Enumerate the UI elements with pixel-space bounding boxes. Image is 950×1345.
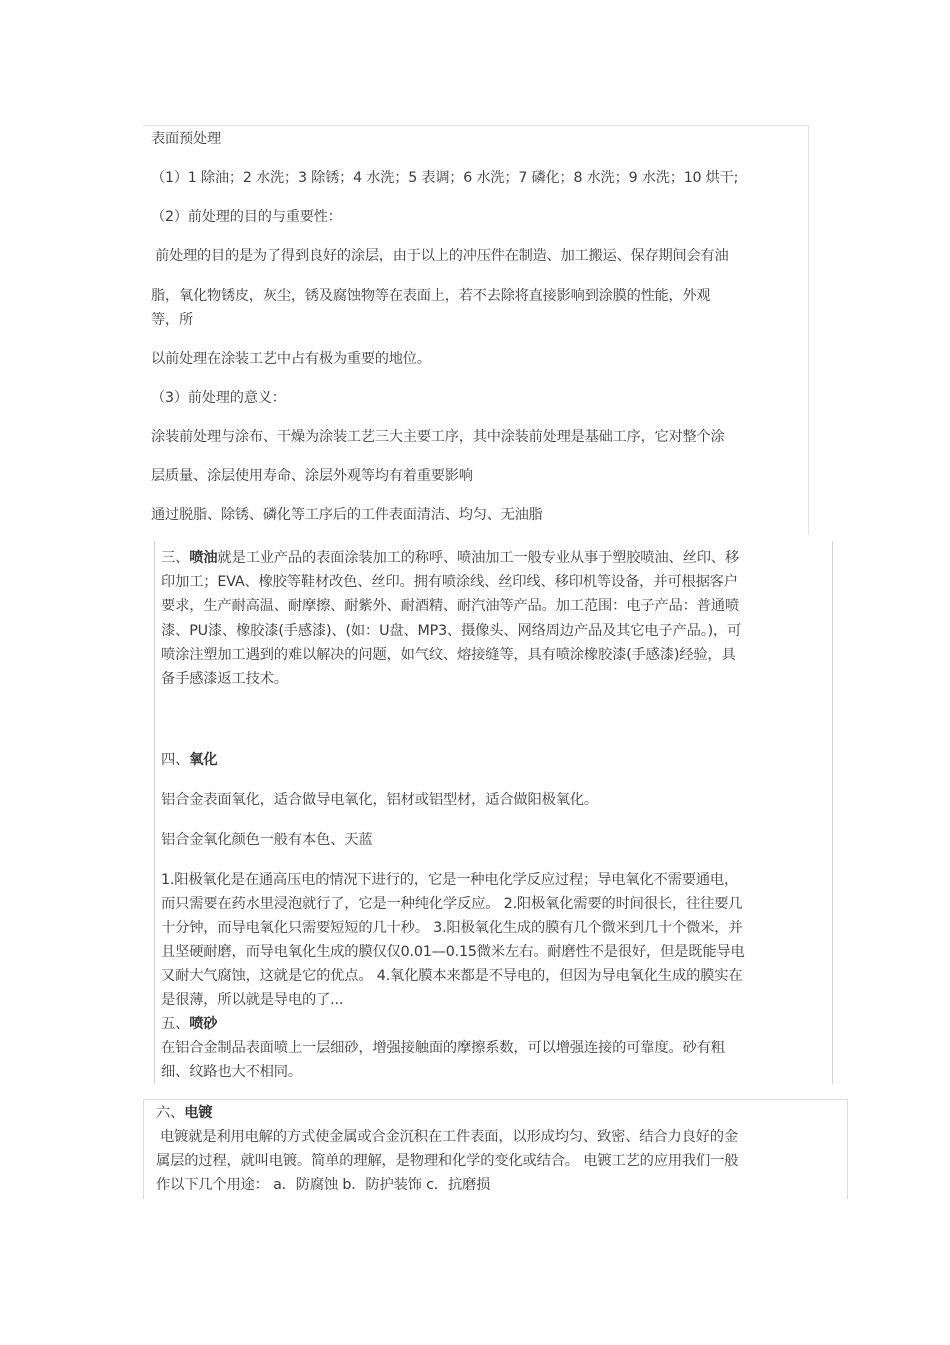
sandblast-heading [161,1014,217,1034]
paragraph-line: 是很薄，所以就是导电的了... [161,992,344,1008]
electroplating-heading [156,1103,212,1123]
meaning-heading: （3）前处理的意义： [151,390,286,406]
section-heading: 喷油 [189,550,218,566]
pretreatment-panel [143,125,809,535]
paragraph-line: 细、纹路也大不相同。 [161,1064,302,1080]
meaning-line: 层质量、涂层使用寿命、涂层外观等均有着重要影响 [151,468,473,484]
paragraph-line: 电镀就是利用电解的方式使金属或合金沉积在工件表面，以形成均匀、致密、结合力良好的金 [160,1129,738,1145]
section-heading: 氧化 [189,752,218,768]
spray-paint-paragraph [161,548,739,568]
paragraph-line: 又耐大气腐蚀，这就是它的优点。 4.氧化膜本来都是不导电的，但因为导电氧化生成的膜实在 [161,968,743,984]
section-title: 表面预处理 [151,131,221,147]
oxidation-heading [161,750,217,770]
paragraph-line: 属层的过程，就叫电镀。简单的理解，是物理和化学的变化或结合。 电镀工艺的应用我们一般 [156,1153,739,1169]
meaning-line: 涂装前处理与涂布、干燥为涂装工艺三大主要工序，其中涂装前处理是基础工序，它对整个涂 [151,429,725,445]
purpose-line: 等，所 [151,312,193,328]
paragraph-line: 而只需要在药水里浸泡就行了，它是一种纯化学反应。 2.阳极氧化需要的时间很长，往往要几 [161,896,743,912]
paragraph-line: 就是工业产品的表面涂装加工的称呼、喷油加工一般专业从事于塑胶喷油、丝印、移 [217,550,739,566]
paragraph-line: 且坚硬耐磨，而导电氧化生成的膜仅仅0.01—0.15微米左右。耐磨性不是很好，但是既能导电 [161,944,745,960]
paragraph-line: 铝合金表面氧化，适合做导电氧化，铝材或铝型材，适合做阳极氧化。 [161,792,598,808]
paragraph-line: 要求，生产耐高温、耐摩擦、耐紫外、耐酒精、耐汽油等产品。加工范围：电子产品：普通喷 [161,598,739,614]
purpose-line: 以前处理在涂装工艺中占有极为重要的地位。 [151,351,431,367]
purpose-line: 前处理的目的是为了得到良好的涂层，由于以上的冲压件在制造、加工搬运、保存期间会有油 [155,248,729,264]
electroplating-panel [143,1099,848,1199]
section-number: 三、 [161,550,190,566]
paragraph-line: 喷涂注塑加工遇到的难以解决的问题，如气纹、熔接缝等，具有喷涂橡胶漆(手感漆)经验，具 [161,647,736,663]
section-heading: 喷砂 [189,1016,218,1032]
paragraph-line: 备手感漆返工技术。 [161,671,288,687]
paragraph-line: 十分钟，而导电氧化只需要短短的几十秒。 3.阳极氧化生成的膜有几个微米到几十个微米，并 [161,920,743,936]
section-heading: 电镀 [184,1105,213,1121]
paragraph-line: 1.阳极氧化是在通高压电的情况下进行的，它是一种电化学反应过程；导电氧化不需要通电， [161,872,739,888]
paragraph-line: 作以下几个用途： a．防腐蚀 b．防护装饰 c．抗磨损 [156,1177,491,1193]
paragraph-line: 印加工；EVA、橡胶等鞋材改色、丝印。拥有喷涂线、丝印线、移印机等设备，并可根据客户 [161,574,738,590]
process-steps: （1）1 除油；2 水洗；3 除锈；4 水洗；5 表调；6 水洗；7 磷化；8 水洗；9 水洗；10 烘干; [151,170,739,186]
paragraph-line: 铝合金氧化颜色一般有本色、天蓝 [161,832,373,848]
processes-panel [154,541,833,1084]
section-number: 五、 [161,1016,190,1032]
paragraph-line: 漆、PU漆、橡胶漆(手感漆)、(如：U盘、MP3、摄像头、网络周边产品及其它电子产品。)，可 [161,623,742,639]
paragraph-line: 在铝合金制品表面喷上一层细砂，增强接触面的摩擦系数，可以增强连接的可靠度。砂有粗 [161,1040,725,1056]
meaning-line: 通过脱脂、除锈、磷化等工序后的工件表面清洁、均匀、无油脂 [151,507,543,523]
section-number: 六、 [156,1105,185,1121]
purpose-heading: （2）前处理的目的与重要性： [151,209,342,225]
purpose-line: 脂，氧化物锈皮，灰尘，锈及腐蚀物等在表面上，若不去除将直接影响到涂膜的性能，外观 [151,288,711,304]
section-number: 四、 [161,752,190,768]
